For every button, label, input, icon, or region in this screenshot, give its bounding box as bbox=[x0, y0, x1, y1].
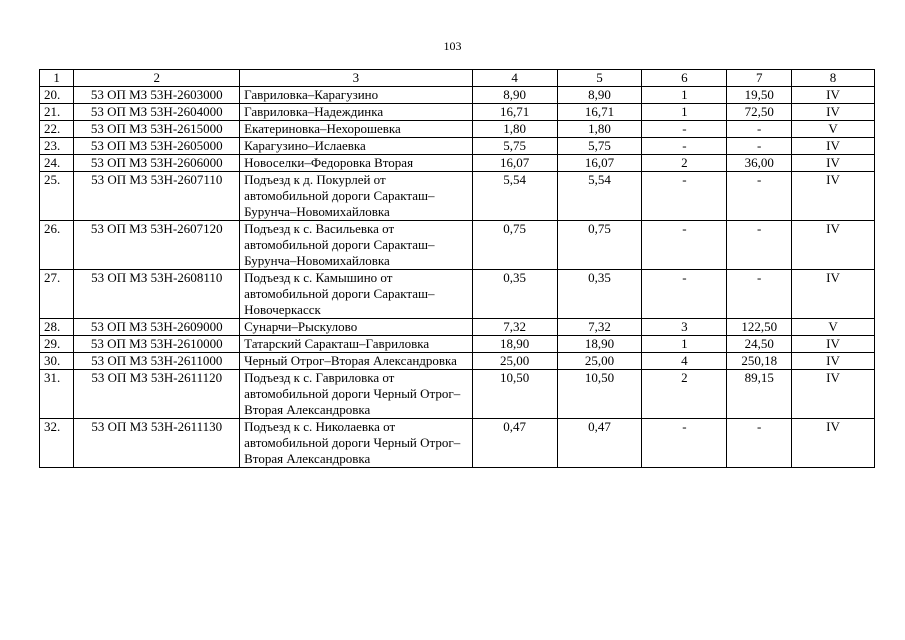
bridges-count-cell: 4 bbox=[642, 353, 727, 370]
row-number-cell: 32. bbox=[40, 419, 74, 468]
bridges-count-cell: - bbox=[642, 270, 727, 319]
length-cell: 7,32 bbox=[557, 319, 642, 336]
bridges-count-cell: 1 bbox=[642, 87, 727, 104]
road-name-cell: Подъезд к с. Васильевка от автомобильной дороги Саракташ–Бурунча–Новомихайловка bbox=[240, 221, 473, 270]
road-code-cell: 53 ОП МЗ 53Н-2604000 bbox=[74, 104, 240, 121]
bridges-count-cell: - bbox=[642, 419, 727, 468]
bridges-count-cell: 1 bbox=[642, 336, 727, 353]
length-total-cell: 5,54 bbox=[472, 172, 557, 221]
road-code-cell: 53 ОП МЗ 53Н-2607110 bbox=[74, 172, 240, 221]
category-cell: IV bbox=[792, 336, 875, 353]
road-code-cell: 53 ОП МЗ 53Н-2608110 bbox=[74, 270, 240, 319]
header-cell: 8 bbox=[792, 70, 875, 87]
length-total-cell: 0,35 bbox=[472, 270, 557, 319]
row-number-cell: 27. bbox=[40, 270, 74, 319]
road-code-cell: 53 ОП МЗ 53Н-2610000 bbox=[74, 336, 240, 353]
bridges-length-cell: 72,50 bbox=[727, 104, 792, 121]
row-number-cell: 23. bbox=[40, 138, 74, 155]
category-cell: IV bbox=[792, 138, 875, 155]
category-cell: IV bbox=[792, 353, 875, 370]
bridges-count-cell: 1 bbox=[642, 104, 727, 121]
length-total-cell: 16,71 bbox=[472, 104, 557, 121]
table-row bbox=[40, 353, 875, 370]
length-cell: 8,90 bbox=[557, 87, 642, 104]
length-cell: 1,80 bbox=[557, 121, 642, 138]
road-name-cell: Новоселки–Федоровка Вторая bbox=[240, 155, 473, 172]
road-name-cell: Сунарчи–Рыскулово bbox=[240, 319, 473, 336]
bridges-length-cell: - bbox=[727, 172, 792, 221]
bridges-length-cell: - bbox=[727, 270, 792, 319]
bridges-length-cell: - bbox=[727, 121, 792, 138]
length-cell: 18,90 bbox=[557, 336, 642, 353]
row-number-cell: 26. bbox=[40, 221, 74, 270]
road-code-cell: 53 ОП МЗ 53Н-2611000 bbox=[74, 353, 240, 370]
road-code-cell: 53 ОП МЗ 53Н-2611120 bbox=[74, 370, 240, 419]
length-total-cell: 0,75 bbox=[472, 221, 557, 270]
length-total-cell: 10,50 bbox=[472, 370, 557, 419]
length-cell: 0,47 bbox=[557, 419, 642, 468]
row-number-cell: 29. bbox=[40, 336, 74, 353]
bridges-length-cell: 89,15 bbox=[727, 370, 792, 419]
header-cell: 2 bbox=[74, 70, 240, 87]
road-code-cell: 53 ОП МЗ 53Н-2615000 bbox=[74, 121, 240, 138]
category-cell: IV bbox=[792, 172, 875, 221]
header-cell: 6 bbox=[642, 70, 727, 87]
category-cell: IV bbox=[792, 419, 875, 468]
bridges-count-cell: 2 bbox=[642, 155, 727, 172]
length-cell: 10,50 bbox=[557, 370, 642, 419]
category-cell: IV bbox=[792, 87, 875, 104]
length-cell: 16,07 bbox=[557, 155, 642, 172]
header-cell: 7 bbox=[727, 70, 792, 87]
category-cell: IV bbox=[792, 221, 875, 270]
category-cell: IV bbox=[792, 270, 875, 319]
bridges-length-cell: 24,50 bbox=[727, 336, 792, 353]
header-cell: 1 bbox=[40, 70, 74, 87]
bridges-count-cell: - bbox=[642, 172, 727, 221]
road-name-cell: Черный Отрог–Вторая Александровка bbox=[240, 353, 473, 370]
category-cell: V bbox=[792, 319, 875, 336]
length-total-cell: 5,75 bbox=[472, 138, 557, 155]
roads-table bbox=[39, 69, 875, 468]
row-number-cell: 28. bbox=[40, 319, 74, 336]
table-row bbox=[40, 319, 875, 336]
header-cell: 5 bbox=[557, 70, 642, 87]
road-name-cell: Подъезд к с. Гавриловка от автомобильной дороги Черный Отрог–Вторая Александровка bbox=[240, 370, 473, 419]
row-number-cell: 24. bbox=[40, 155, 74, 172]
table-row bbox=[40, 104, 875, 121]
page-number: 103 bbox=[443, 39, 462, 53]
length-total-cell: 8,90 bbox=[472, 87, 557, 104]
table-row bbox=[40, 270, 875, 319]
bridges-length-cell: - bbox=[727, 419, 792, 468]
bridges-length-cell: 36,00 bbox=[727, 155, 792, 172]
bridges-length-cell: 19,50 bbox=[727, 87, 792, 104]
road-code-cell: 53 ОП МЗ 53Н-2607120 bbox=[74, 221, 240, 270]
road-name-cell: Карагузино–Ислаевка bbox=[240, 138, 473, 155]
road-code-cell: 53 ОП МЗ 53Н-2606000 bbox=[74, 155, 240, 172]
bridges-count-cell: - bbox=[642, 221, 727, 270]
road-code-cell: 53 ОП МЗ 53Н-2611130 bbox=[74, 419, 240, 468]
category-cell: IV bbox=[792, 104, 875, 121]
road-code-cell: 53 ОП МЗ 53Н-2603000 bbox=[74, 87, 240, 104]
road-name-cell: Гавриловка–Надеждинка bbox=[240, 104, 473, 121]
table-row bbox=[40, 121, 875, 138]
table-row bbox=[40, 87, 875, 104]
length-cell: 0,35 bbox=[557, 270, 642, 319]
table-row bbox=[40, 221, 875, 270]
length-total-cell: 1,80 bbox=[472, 121, 557, 138]
road-name-cell: Гавриловка–Карагузино bbox=[240, 87, 473, 104]
length-cell: 5,75 bbox=[557, 138, 642, 155]
row-number-cell: 25. bbox=[40, 172, 74, 221]
row-number-cell: 21. bbox=[40, 104, 74, 121]
table-row bbox=[40, 419, 875, 468]
road-name-cell: Екатериновка–Нехорошевка bbox=[240, 121, 473, 138]
table-row bbox=[40, 370, 875, 419]
length-cell: 0,75 bbox=[557, 221, 642, 270]
bridges-length-cell: 250,18 bbox=[727, 353, 792, 370]
bridges-count-cell: 3 bbox=[642, 319, 727, 336]
row-number-cell: 20. bbox=[40, 87, 74, 104]
bridges-count-cell: - bbox=[642, 138, 727, 155]
length-total-cell: 7,32 bbox=[472, 319, 557, 336]
road-name-cell: Татарский Саракташ–Гавриловка bbox=[240, 336, 473, 353]
road-name-cell: Подъезд к с. Николаевка от автомобильной дороги Черный Отрог–Вторая Александровка bbox=[240, 419, 473, 468]
bridges-length-cell: 122,50 bbox=[727, 319, 792, 336]
length-cell: 16,71 bbox=[557, 104, 642, 121]
table-row bbox=[40, 138, 875, 155]
road-code-cell: 53 ОП МЗ 53Н-2609000 bbox=[74, 319, 240, 336]
road-code-cell: 53 ОП МЗ 53Н-2605000 bbox=[74, 138, 240, 155]
length-cell: 25,00 bbox=[557, 353, 642, 370]
row-number-cell: 30. bbox=[40, 353, 74, 370]
bridges-count-cell: 2 bbox=[642, 370, 727, 419]
category-cell: V bbox=[792, 121, 875, 138]
row-number-cell: 22. bbox=[40, 121, 74, 138]
bridges-length-cell: - bbox=[727, 138, 792, 155]
table-row bbox=[40, 172, 875, 221]
table-header-row bbox=[40, 70, 875, 87]
table-row bbox=[40, 155, 875, 172]
header-cell: 4 bbox=[472, 70, 557, 87]
length-total-cell: 18,90 bbox=[472, 336, 557, 353]
length-cell: 5,54 bbox=[557, 172, 642, 221]
road-name-cell: Подъезд к с. Камышино от автомобильной дороги Саракташ–Новочеркасск bbox=[240, 270, 473, 319]
category-cell: IV bbox=[792, 370, 875, 419]
length-total-cell: 0,47 bbox=[472, 419, 557, 468]
bridges-length-cell: - bbox=[727, 221, 792, 270]
header-cell: 3 bbox=[240, 70, 473, 87]
category-cell: IV bbox=[792, 155, 875, 172]
table-row bbox=[40, 336, 875, 353]
length-total-cell: 25,00 bbox=[472, 353, 557, 370]
length-total-cell: 16,07 bbox=[472, 155, 557, 172]
road-name-cell: Подъезд к д. Покурлей от автомобильной дороги Саракташ–Бурунча–Новомихайловка bbox=[240, 172, 473, 221]
bridges-count-cell: - bbox=[642, 121, 727, 138]
row-number-cell: 31. bbox=[40, 370, 74, 419]
